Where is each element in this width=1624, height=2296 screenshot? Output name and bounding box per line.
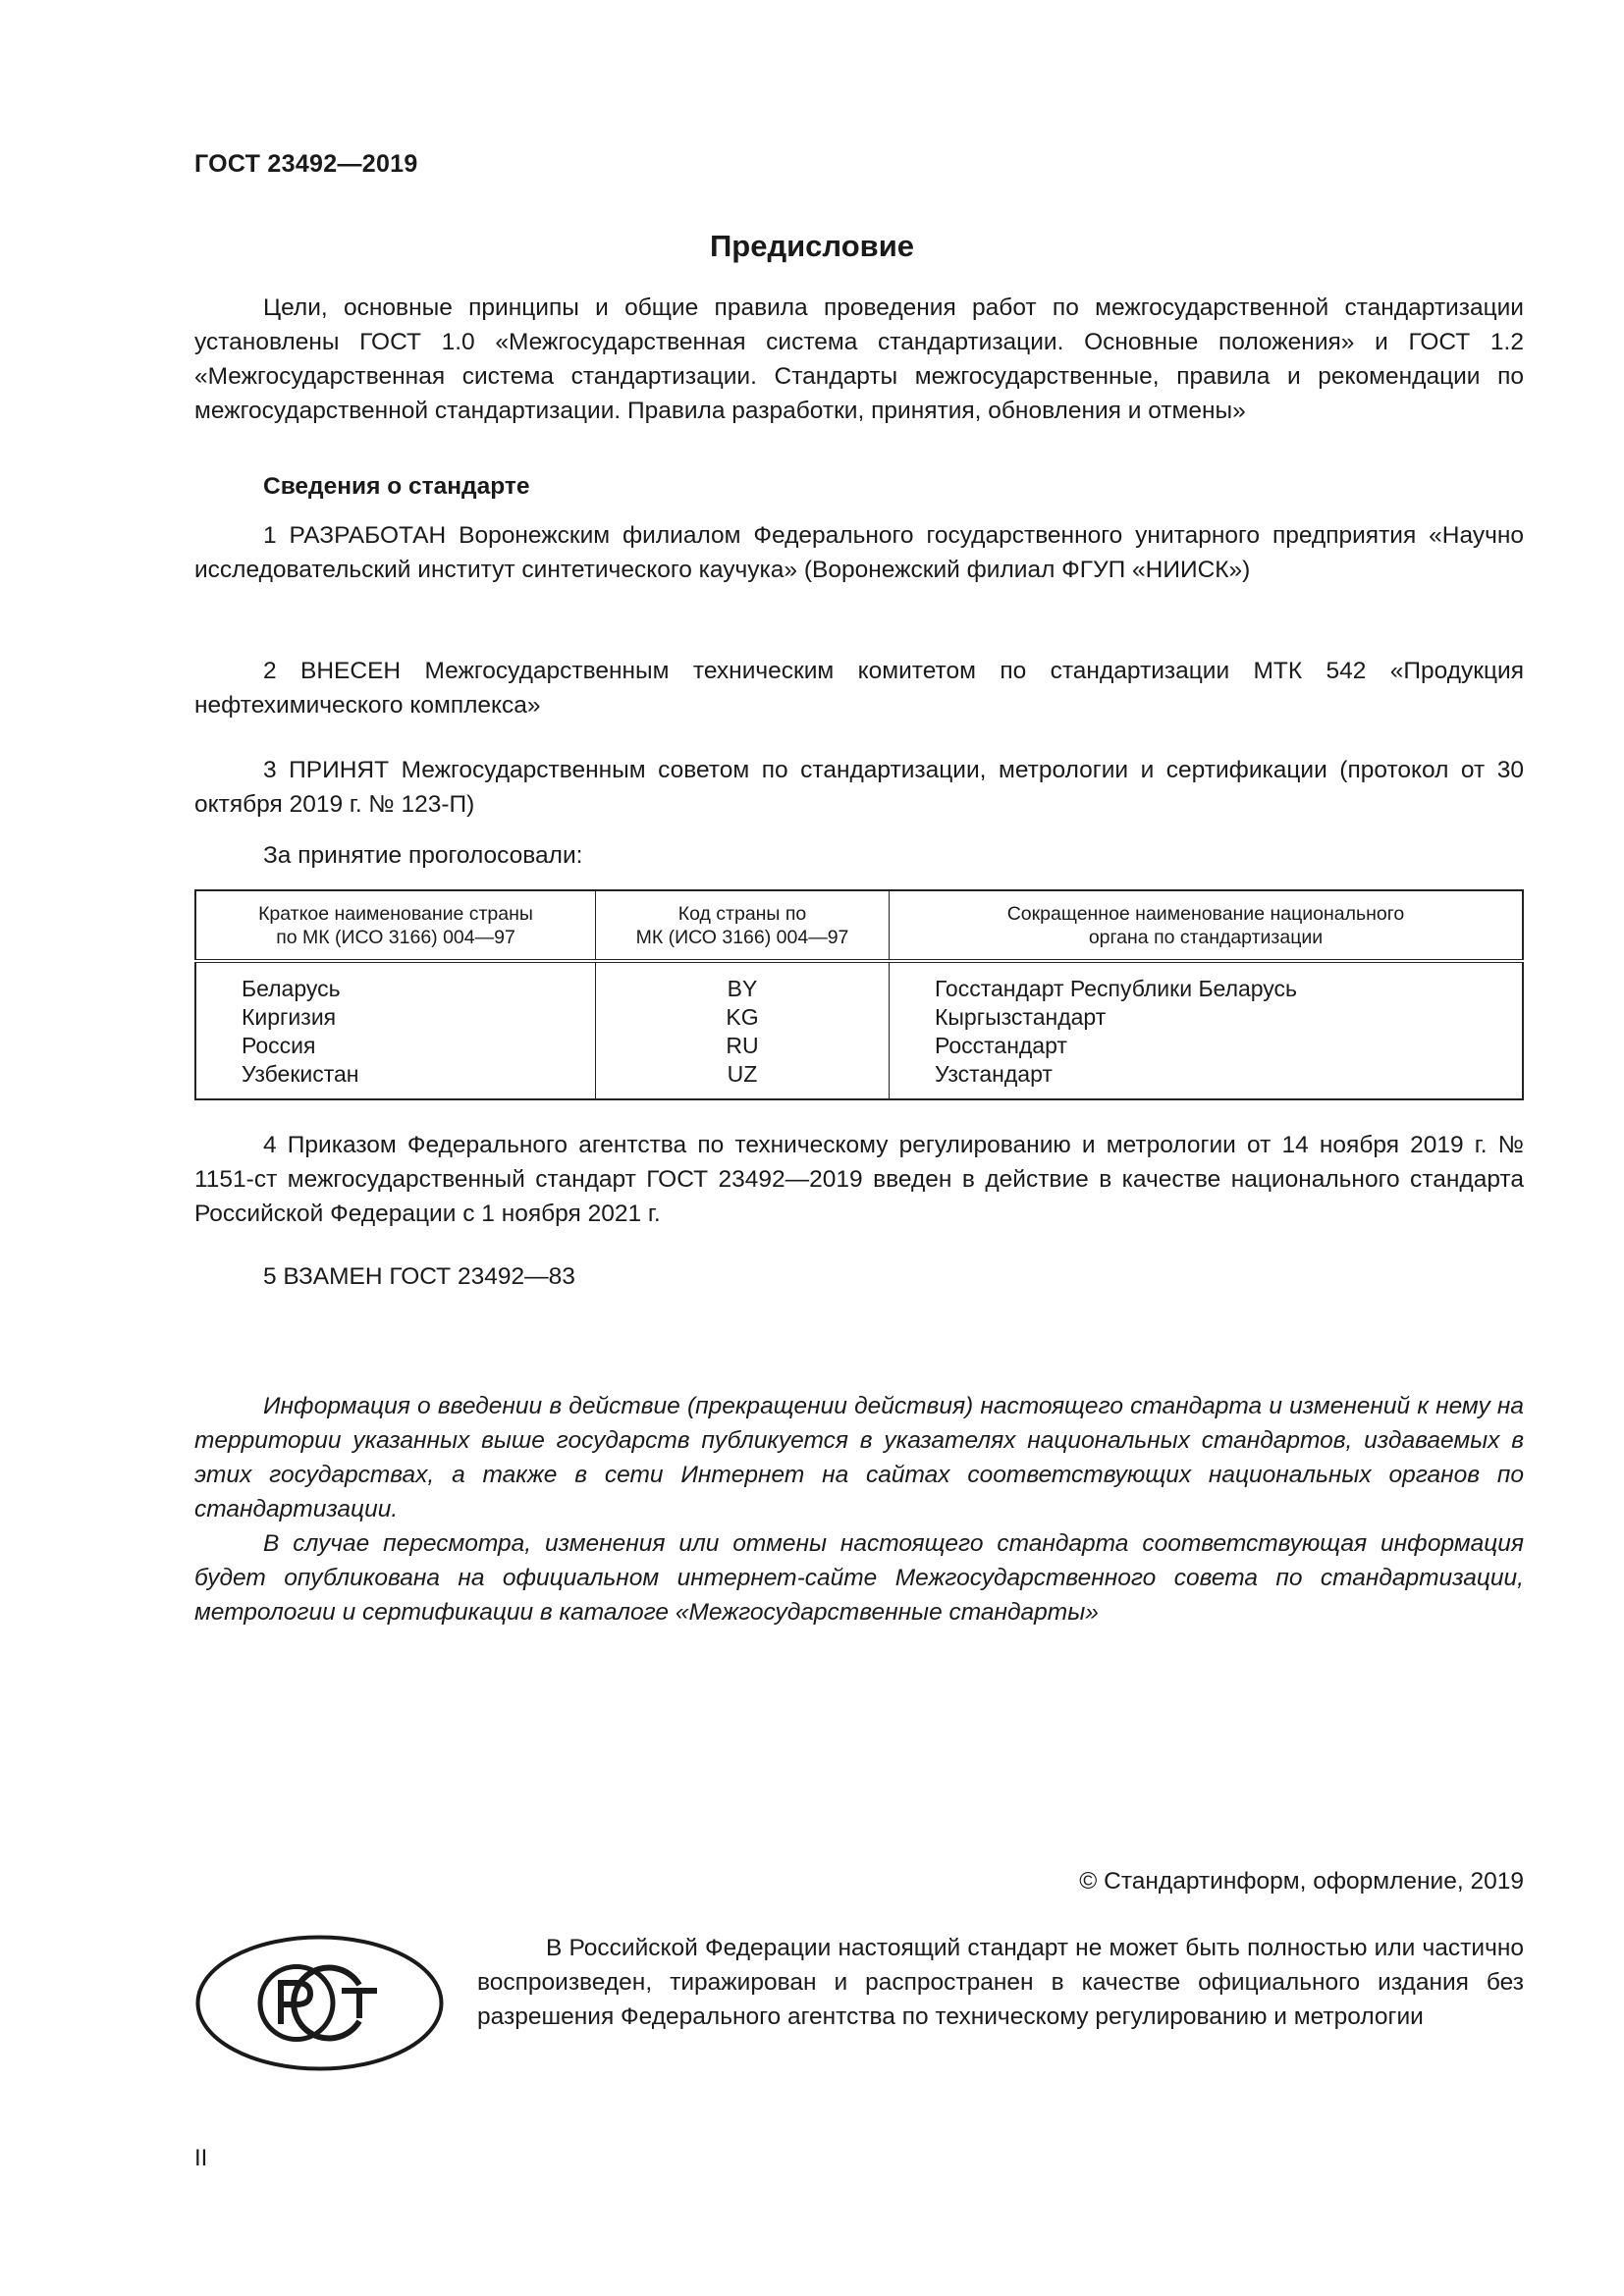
country-code: RU: [726, 1033, 759, 1058]
page-title: Предисловие: [709, 229, 914, 263]
item-enacted: 4 Приказом Федерального агентства по техническому регулированию и метрологии от 14 ноября 2019 г. № 1151-ст межгосударственный стандарт ГОСТ 23492—2019 введен в действие в качестве национального стандарта Российской Федерации с 1 ноября 2021 г.: [194, 1132, 1524, 1227]
country-name: Узбекистан: [242, 1061, 359, 1087]
header-line: Сокращенное наименование национального: [1006, 903, 1405, 925]
standards-body: Кыргызстандарт: [935, 1004, 1107, 1030]
country-code: KG: [726, 1004, 759, 1030]
page-number: II: [194, 2145, 208, 2171]
country-codes-cell: [596, 961, 890, 1099]
item-replaces: 5 ВЗАМЕН ГОСТ 23492—83: [263, 1263, 575, 1290]
table-header-code: [596, 890, 890, 961]
header-line: МК (ИСО 3166) 004—97: [635, 927, 849, 948]
table-row: [195, 961, 1523, 1099]
item-adopted: 3 ПРИНЯТ Межгосударственным советом по стандартизации, метрологии и сертификации (протокол от 30 октября 2019 г. № 123-П): [194, 757, 1524, 818]
standards-body: Госстандарт Республики Беларусь: [935, 976, 1298, 1001]
voting-countries-table: [194, 889, 1524, 1100]
country-name: Киргизия: [242, 1004, 337, 1030]
standards-body: Узстандарт: [935, 1061, 1053, 1087]
country-code: UZ: [727, 1061, 758, 1087]
table-header-country: [195, 890, 596, 961]
pst-certification-logo-icon: [194, 1934, 445, 2072]
standard-info-heading: Сведения о стандарте: [263, 473, 530, 500]
header-line: Краткое наименование страны: [258, 903, 533, 925]
standards-bodies-cell: [890, 961, 1524, 1099]
header-line: органа по стандартизации: [1088, 927, 1324, 948]
reproduction-notice: В Российской Федерации настоящий стандарт не может быть полностью или частично воспроизведен, тиражирован и распространен в качестве официального издания без разрешения Федерального агентства по техническому регулированию и метрологии: [477, 1935, 1524, 2030]
info-italic-paragraph-1: Информация о введении в действие (прекращении действия) настоящего стандарта и изменений к нему на территории указанных выше государств публикуется в указателях национальных стандартов, издаваемых в этих государствах, а также в сети Интернет на сайтах соответствующих национальных органов по стандартизации.: [194, 1393, 1524, 1522]
country-names-cell: [195, 961, 596, 1099]
voted-label: За принятие проголосовали:: [263, 842, 583, 869]
item-introduced: 2 ВНЕСЕН Межгосударственным техническим комитетом по стандартизации МТК 542 «Продукция нефтехимического комплекса»: [194, 658, 1524, 719]
header-line: Код страны по: [677, 903, 807, 925]
standards-body: Росстандарт: [935, 1033, 1067, 1058]
country-code: BY: [727, 976, 758, 1001]
copyright-line: © Стандартинформ, оформление, 2019: [1079, 1868, 1524, 1895]
document-code: ГОСТ 23492—2019: [194, 150, 418, 178]
country-name: Россия: [242, 1033, 316, 1058]
table-header-body: [890, 890, 1524, 961]
intro-paragraph: Цели, основные принципы и общие правила проведения работ по межгосударственной стандартизации установлены ГОСТ 1.0 «Межгосударственная система стандартизации. Основные положения» и ГОСТ 1.2 «Межгосударственная система стандартизации. Стандарты межгосударственные, правила и рекомендации по межгосударственной стандартизации. Правила разработки, принятия, обновления и отмены»: [194, 294, 1524, 424]
country-name: Беларусь: [242, 976, 341, 1001]
header-line: по МК (ИСО 3166) 004—97: [276, 927, 515, 948]
info-italic-paragraph-2: В случае пересмотра, изменения или отмены настоящего стандарта соответствующая информация будет опубликована на официальном интернет-сайте Межгосударственного совета по стандартизации, метрологии и сертификации в каталоге «Межгосударственные стандарты»: [194, 1530, 1524, 1626]
table-header-row: [195, 890, 1523, 961]
item-developed: 1 РАЗРАБОТАН Воронежским филиалом Федерального государственного унитарного предприятия «Научно исследовательский институт синтетического каучука» (Воронежский филиал ФГУП «НИИСК»): [194, 522, 1524, 583]
